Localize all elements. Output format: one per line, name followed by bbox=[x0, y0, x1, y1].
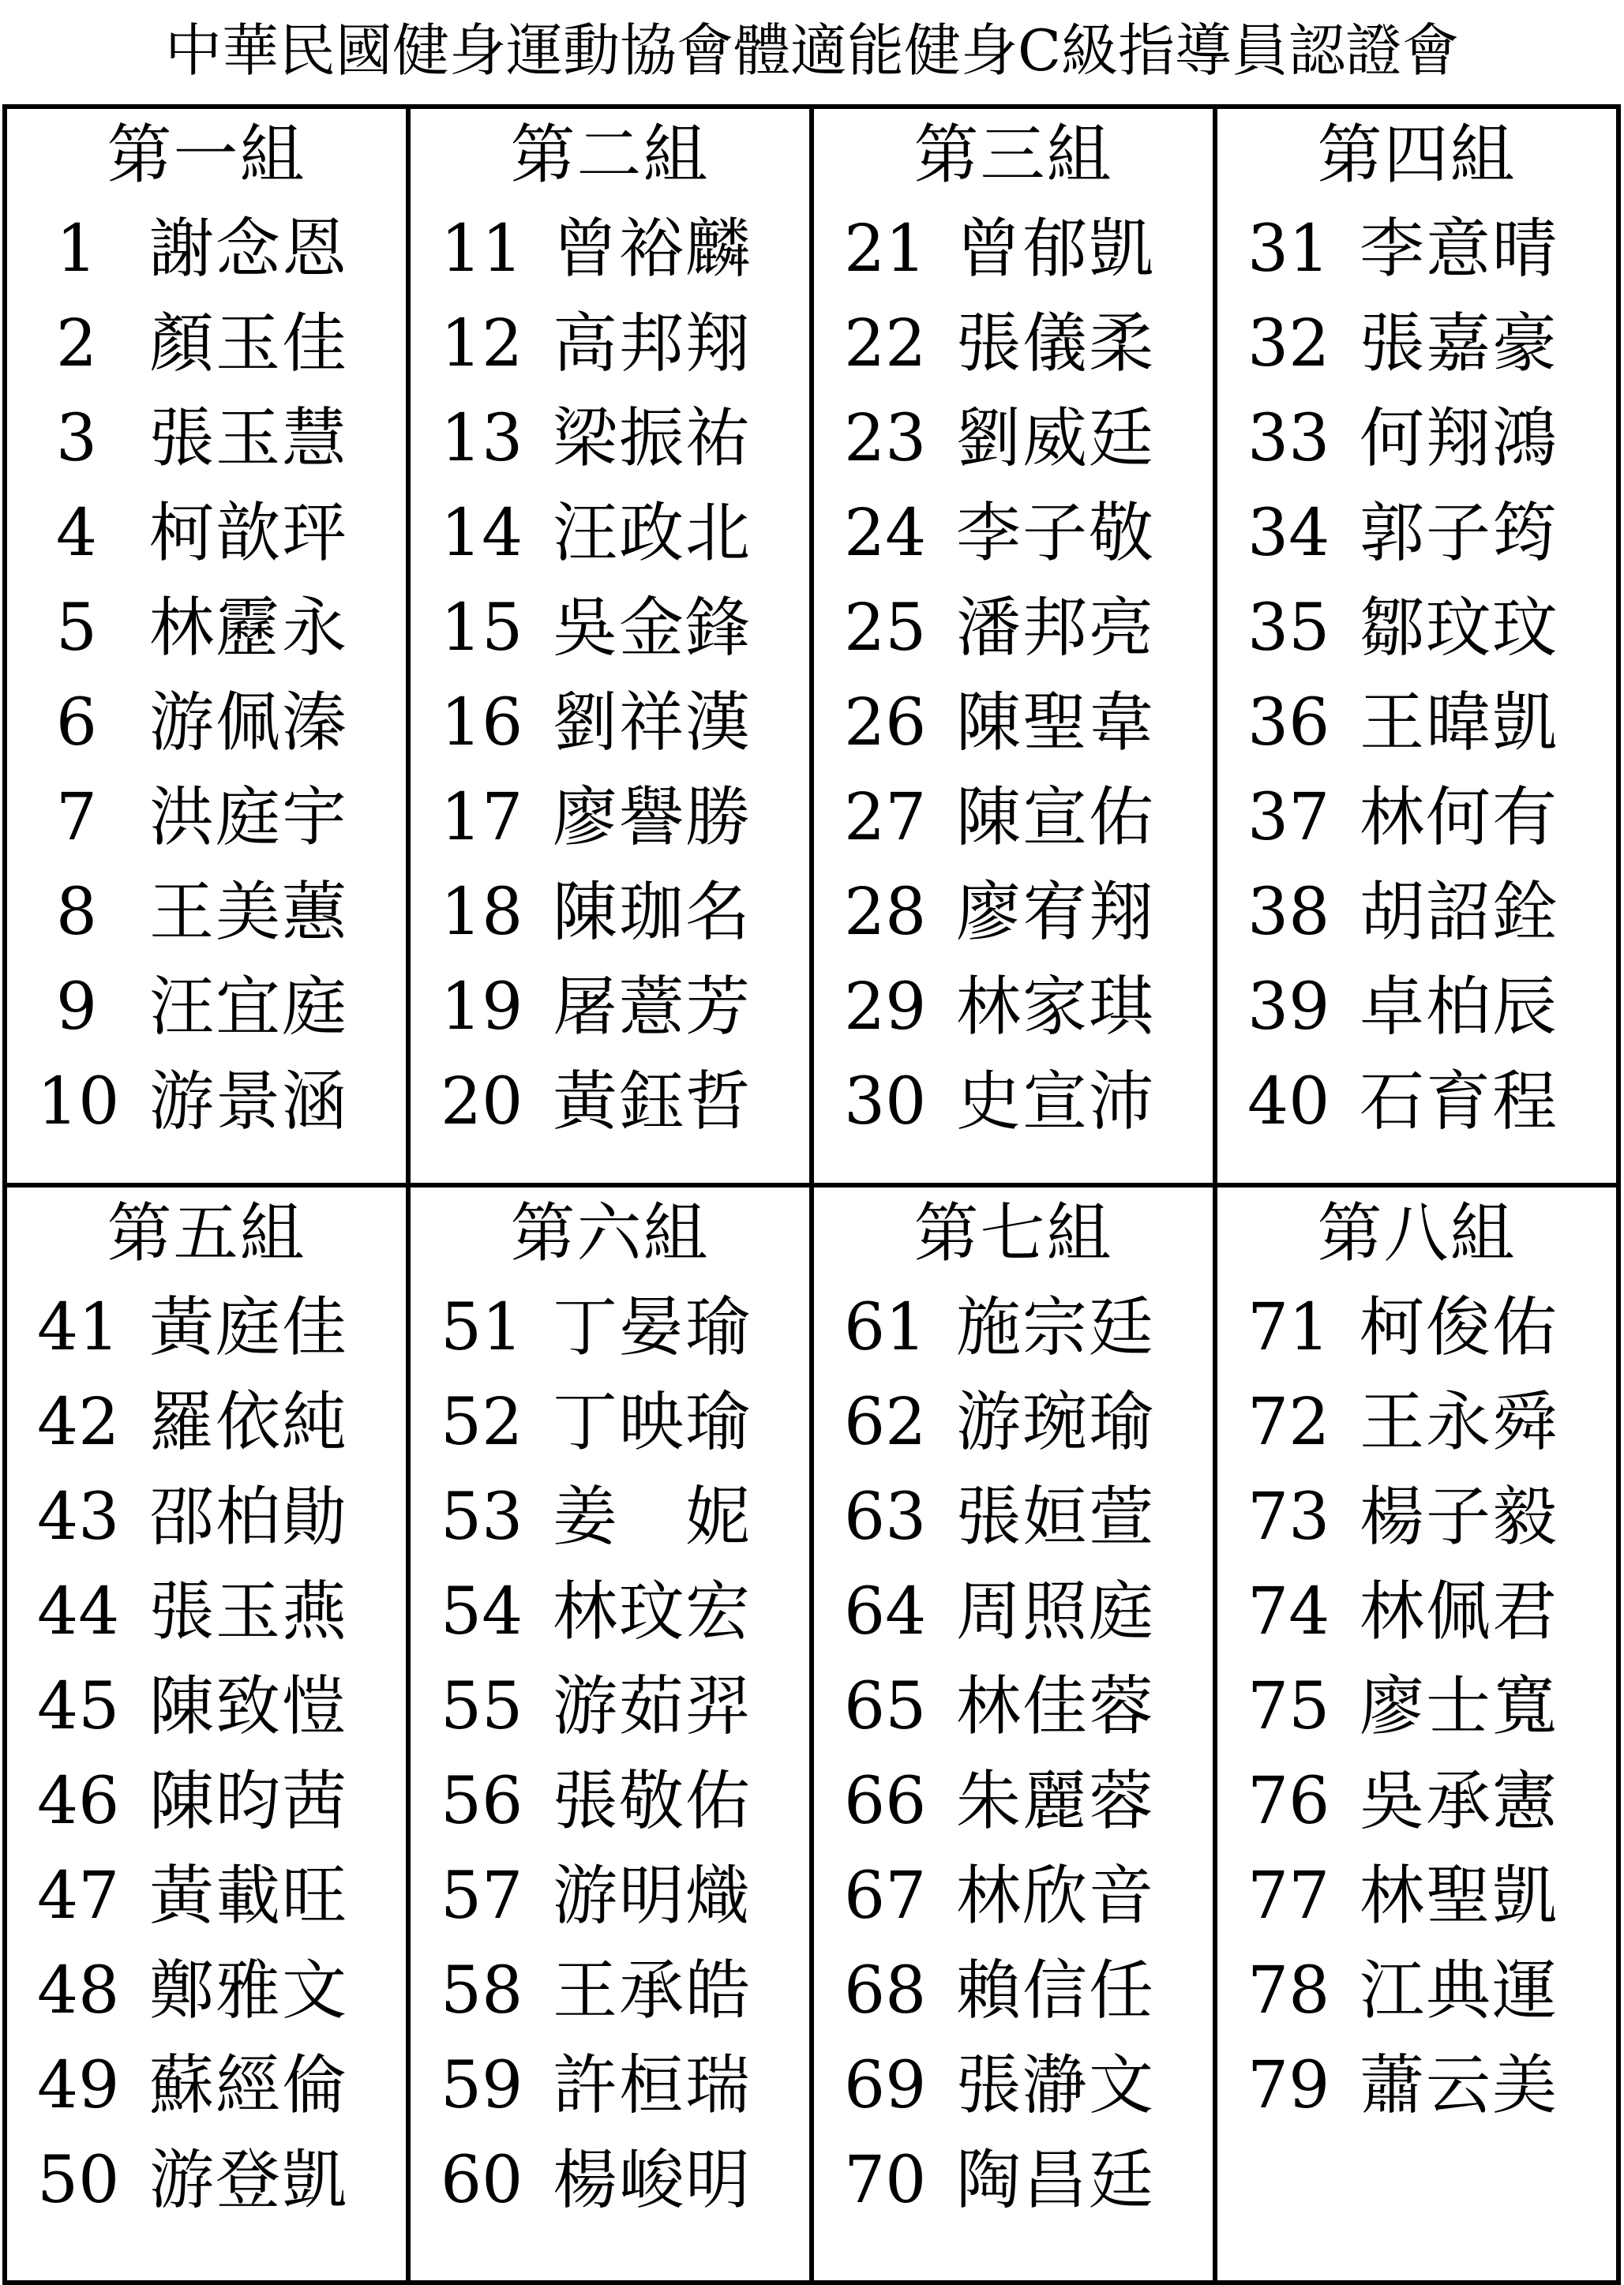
member-number: 22 bbox=[844, 306, 927, 381]
member-number: 13 bbox=[441, 401, 523, 476]
member-number: 75 bbox=[1247, 1669, 1330, 1744]
member-row bbox=[7, 1055, 406, 1150]
member-row bbox=[1217, 1055, 1616, 1150]
member-row bbox=[1217, 1375, 1616, 1470]
member-name: 羅依純 bbox=[149, 1385, 349, 1460]
member-row bbox=[1217, 1754, 1616, 1849]
member-name: 潘邦亮 bbox=[956, 591, 1156, 666]
member-name: 張姮萱 bbox=[956, 1480, 1156, 1555]
member-row bbox=[411, 1660, 809, 1754]
member-name: 游景涵 bbox=[149, 1064, 349, 1139]
member-row bbox=[1217, 297, 1616, 392]
member-name: 劉威廷 bbox=[956, 401, 1156, 476]
group-block bbox=[814, 1188, 1213, 2280]
member-number: 68 bbox=[844, 1953, 927, 2028]
member-row bbox=[7, 2039, 406, 2133]
group-header: 第三組 bbox=[913, 118, 1113, 193]
member-row bbox=[1217, 1281, 1616, 1375]
member-row bbox=[1217, 1944, 1616, 2039]
member-row bbox=[1217, 581, 1616, 676]
member-number: 67 bbox=[844, 1859, 927, 1934]
member-number: 29 bbox=[844, 970, 927, 1045]
member-name: 陳聖韋 bbox=[956, 685, 1156, 760]
member-name: 張嘉豪 bbox=[1360, 306, 1559, 381]
member-name: 施宗廷 bbox=[956, 1290, 1156, 1365]
group-header: 第六組 bbox=[510, 1196, 710, 1271]
member-row bbox=[1217, 1849, 1616, 1944]
member-name: 陳致愷 bbox=[149, 1669, 349, 1744]
member-row bbox=[1217, 676, 1616, 771]
member-number: 30 bbox=[844, 1064, 927, 1139]
member-name: 胡詔銓 bbox=[1360, 875, 1559, 950]
member-number: 6 bbox=[55, 685, 98, 760]
member-number: 11 bbox=[441, 212, 523, 287]
member-name: 楊峻明 bbox=[553, 2143, 752, 2218]
member-row bbox=[411, 1055, 809, 1150]
member-name: 汪宜庭 bbox=[149, 970, 349, 1045]
member-number: 9 bbox=[55, 970, 98, 1045]
member-number: 73 bbox=[1247, 1480, 1330, 1555]
member-row bbox=[411, 581, 809, 676]
member-row bbox=[814, 392, 1213, 486]
member-name: 黃庭佳 bbox=[149, 1290, 349, 1365]
member-row bbox=[814, 297, 1213, 392]
member-row bbox=[7, 2133, 406, 2228]
group-header: 第七組 bbox=[913, 1196, 1113, 1271]
member-name: 屠薏芳 bbox=[553, 970, 752, 1045]
member-row bbox=[7, 1849, 406, 1944]
member-row bbox=[1217, 771, 1616, 865]
member-row bbox=[814, 1660, 1213, 1754]
member-row bbox=[814, 1055, 1213, 1150]
member-number: 49 bbox=[37, 2048, 120, 2123]
member-row bbox=[411, 1281, 809, 1375]
member-row bbox=[1217, 960, 1616, 1055]
member-number: 44 bbox=[37, 1574, 120, 1649]
member-number: 18 bbox=[441, 875, 523, 950]
member-name: 張敬佑 bbox=[553, 1764, 752, 1839]
member-name: 李子敬 bbox=[956, 496, 1156, 571]
member-name: 丁映瑜 bbox=[553, 1385, 752, 1460]
member-number: 45 bbox=[37, 1669, 120, 1744]
member-row bbox=[7, 676, 406, 771]
member-row bbox=[411, 676, 809, 771]
member-number: 34 bbox=[1247, 496, 1330, 571]
member-name: 廖士寬 bbox=[1360, 1669, 1559, 1744]
member-number: 12 bbox=[441, 306, 523, 381]
member-number: 66 bbox=[844, 1764, 927, 1839]
member-number: 60 bbox=[441, 2143, 523, 2218]
group-cell bbox=[812, 1185, 1215, 2283]
group-roster-table bbox=[2, 104, 1621, 2285]
member-row bbox=[1217, 1470, 1616, 1565]
member-row bbox=[1217, 392, 1616, 486]
member-row bbox=[814, 202, 1213, 297]
member-number: 19 bbox=[441, 970, 523, 1045]
member-row bbox=[814, 1754, 1213, 1849]
member-number: 35 bbox=[1247, 591, 1330, 666]
member-number: 38 bbox=[1247, 875, 1330, 950]
group-block bbox=[411, 1188, 809, 2280]
member-name: 柯俊佑 bbox=[1360, 1290, 1559, 1365]
member-name: 陳宣佑 bbox=[956, 780, 1156, 855]
member-number: 28 bbox=[844, 875, 927, 950]
member-name: 林玟宏 bbox=[553, 1574, 752, 1649]
member-row bbox=[814, 960, 1213, 1055]
member-number: 71 bbox=[1247, 1290, 1330, 1365]
member-row bbox=[411, 771, 809, 865]
member-name: 張瀞文 bbox=[956, 2048, 1156, 2123]
member-number: 39 bbox=[1247, 970, 1330, 1045]
member-number: 31 bbox=[1247, 212, 1330, 287]
member-name: 林佩君 bbox=[1360, 1574, 1559, 1649]
member-row bbox=[7, 581, 406, 676]
member-number: 47 bbox=[37, 1859, 120, 1934]
member-row bbox=[411, 865, 809, 960]
member-number: 25 bbox=[844, 591, 927, 666]
member-name: 游茹羿 bbox=[553, 1669, 752, 1744]
member-name: 江典運 bbox=[1360, 1953, 1559, 2028]
member-row bbox=[1217, 1565, 1616, 1660]
group-header: 第四組 bbox=[1317, 118, 1517, 193]
member-name: 丁晏瑜 bbox=[553, 1290, 752, 1365]
group-cell bbox=[812, 107, 1215, 1185]
member-row bbox=[814, 676, 1213, 771]
member-row bbox=[814, 1849, 1213, 1944]
member-number: 65 bbox=[844, 1669, 927, 1744]
member-row bbox=[814, 2133, 1213, 2228]
member-number: 37 bbox=[1247, 780, 1330, 855]
group-block bbox=[1217, 109, 1616, 1183]
member-name: 蕭云美 bbox=[1360, 2048, 1559, 2123]
member-name: 郭子筠 bbox=[1360, 496, 1559, 571]
member-name: 廖譽勝 bbox=[553, 780, 752, 855]
member-number: 51 bbox=[441, 1290, 523, 1365]
member-name: 柯歆玶 bbox=[149, 496, 349, 571]
member-row bbox=[411, 2133, 809, 2228]
member-row bbox=[7, 771, 406, 865]
member-row bbox=[7, 1565, 406, 1660]
member-name: 吳承憲 bbox=[1360, 1764, 1559, 1839]
member-number: 79 bbox=[1247, 2048, 1330, 2123]
group-block bbox=[7, 1188, 406, 2280]
member-name: 廖宥翔 bbox=[956, 875, 1156, 950]
member-number: 23 bbox=[844, 401, 927, 476]
member-number: 78 bbox=[1247, 1953, 1330, 2028]
member-name: 李意晴 bbox=[1360, 212, 1559, 287]
member-row bbox=[814, 1565, 1213, 1660]
member-row bbox=[411, 2039, 809, 2133]
member-name: 曾郁凱 bbox=[956, 212, 1156, 287]
group-cell bbox=[1215, 107, 1618, 1185]
member-name: 林何有 bbox=[1360, 780, 1559, 855]
member-number: 52 bbox=[441, 1385, 523, 1460]
member-number: 17 bbox=[441, 780, 523, 855]
group-block bbox=[1217, 1188, 1616, 2280]
member-name: 張玉燕 bbox=[149, 1574, 349, 1649]
member-row bbox=[1217, 2039, 1616, 2133]
member-name: 游登凱 bbox=[149, 2143, 349, 2218]
member-number: 69 bbox=[844, 2048, 927, 2123]
member-row bbox=[411, 1849, 809, 1944]
member-number: 43 bbox=[37, 1480, 120, 1555]
member-name: 張玉慧 bbox=[149, 401, 349, 476]
member-row bbox=[7, 960, 406, 1055]
member-row bbox=[411, 202, 809, 297]
member-number: 63 bbox=[844, 1480, 927, 1555]
member-name: 石育程 bbox=[1360, 1064, 1559, 1139]
member-row bbox=[411, 486, 809, 581]
member-row bbox=[7, 1944, 406, 2039]
member-number: 54 bbox=[441, 1574, 523, 1649]
member-name: 陶昌廷 bbox=[956, 2143, 1156, 2218]
member-name: 顏玉佳 bbox=[149, 306, 349, 381]
member-number: 48 bbox=[37, 1953, 120, 2028]
member-number: 36 bbox=[1247, 685, 1330, 760]
member-name: 許桓瑞 bbox=[553, 2048, 752, 2123]
member-name: 吳金鋒 bbox=[553, 591, 752, 666]
member-name: 姜 妮 bbox=[553, 1480, 752, 1555]
member-name: 史宣沛 bbox=[956, 1064, 1156, 1139]
member-number: 76 bbox=[1247, 1764, 1330, 1839]
member-name: 賴信任 bbox=[956, 1953, 1156, 2028]
member-row bbox=[814, 581, 1213, 676]
member-number: 16 bbox=[441, 685, 523, 760]
member-number: 33 bbox=[1247, 401, 1330, 476]
member-row bbox=[7, 202, 406, 297]
member-row bbox=[7, 1470, 406, 1565]
member-number: 40 bbox=[1247, 1064, 1330, 1139]
member-number: 74 bbox=[1247, 1574, 1330, 1649]
member-number: 2 bbox=[55, 306, 98, 381]
member-number: 42 bbox=[37, 1385, 120, 1460]
group-cell bbox=[5, 1185, 408, 2283]
member-name: 陳珈名 bbox=[553, 875, 752, 950]
member-row bbox=[7, 1375, 406, 1470]
member-row bbox=[411, 960, 809, 1055]
member-number: 3 bbox=[55, 401, 98, 476]
member-row bbox=[814, 865, 1213, 960]
table-row bbox=[5, 107, 1618, 1185]
member-name: 游琬瑜 bbox=[956, 1385, 1156, 1460]
group-header: 第一組 bbox=[107, 118, 306, 193]
member-name: 王暐凱 bbox=[1360, 685, 1559, 760]
member-number: 61 bbox=[844, 1290, 927, 1365]
member-name: 汪政北 bbox=[553, 496, 752, 571]
member-row bbox=[814, 1944, 1213, 2039]
member-row bbox=[411, 1944, 809, 2039]
member-row bbox=[7, 1660, 406, 1754]
group-block bbox=[411, 109, 809, 1183]
member-number: 62 bbox=[844, 1385, 927, 1460]
member-name: 朱麗蓉 bbox=[956, 1764, 1156, 1839]
member-number: 15 bbox=[441, 591, 523, 666]
member-number: 77 bbox=[1247, 1859, 1330, 1934]
member-number: 21 bbox=[844, 212, 927, 287]
member-row bbox=[1217, 865, 1616, 960]
member-number: 59 bbox=[441, 2048, 523, 2123]
member-number: 70 bbox=[844, 2143, 927, 2218]
member-name: 王承皓 bbox=[553, 1953, 752, 2028]
member-number: 26 bbox=[844, 685, 927, 760]
member-number: 53 bbox=[441, 1480, 523, 1555]
group-cell bbox=[1215, 1185, 1618, 2283]
group-cell bbox=[408, 1185, 812, 2283]
member-number: 58 bbox=[441, 1953, 523, 2028]
member-number: 10 bbox=[37, 1064, 120, 1139]
member-row bbox=[814, 771, 1213, 865]
page-title: 中華民國健身運動協會體適能健身C級指導員認證會 bbox=[164, 17, 1460, 84]
member-row bbox=[411, 1375, 809, 1470]
member-number: 5 bbox=[55, 591, 98, 666]
member-name: 曾裕麟 bbox=[553, 212, 752, 287]
member-number: 50 bbox=[37, 2143, 120, 2218]
member-number: 46 bbox=[37, 1764, 120, 1839]
member-row bbox=[814, 486, 1213, 581]
member-name: 王永舜 bbox=[1360, 1385, 1559, 1460]
group-block bbox=[7, 109, 406, 1183]
member-name: 梁振祐 bbox=[553, 401, 752, 476]
group-cell bbox=[5, 107, 408, 1185]
member-name: 周照庭 bbox=[956, 1574, 1156, 1649]
member-row bbox=[411, 297, 809, 392]
member-number: 4 bbox=[55, 496, 98, 571]
member-name: 鄭雅文 bbox=[149, 1953, 349, 2028]
member-number: 14 bbox=[441, 496, 523, 571]
member-name: 張儀柔 bbox=[956, 306, 1156, 381]
member-row bbox=[7, 1754, 406, 1849]
member-row bbox=[411, 1754, 809, 1849]
member-row bbox=[1217, 1660, 1616, 1754]
member-name: 楊子毅 bbox=[1360, 1480, 1559, 1555]
group-block bbox=[814, 109, 1213, 1183]
member-number: 64 bbox=[844, 1574, 927, 1649]
member-name: 林家琪 bbox=[956, 970, 1156, 1045]
member-number: 55 bbox=[441, 1669, 523, 1744]
member-name: 游佩溱 bbox=[149, 685, 349, 760]
member-name: 洪庭宇 bbox=[149, 780, 349, 855]
member-name: 謝念恩 bbox=[149, 212, 349, 287]
member-name: 邵柏勛 bbox=[149, 1480, 349, 1555]
member-number: 7 bbox=[55, 780, 98, 855]
member-number: 27 bbox=[844, 780, 927, 855]
group-header: 第二組 bbox=[510, 118, 710, 193]
member-row bbox=[7, 297, 406, 392]
member-row bbox=[411, 392, 809, 486]
member-number: 57 bbox=[441, 1859, 523, 1934]
member-name: 高邦翔 bbox=[553, 306, 752, 381]
member-name: 黃鈺哲 bbox=[553, 1064, 752, 1139]
member-row bbox=[1217, 486, 1616, 581]
member-name: 林欣音 bbox=[956, 1859, 1156, 1934]
table-row bbox=[5, 1185, 1618, 2283]
member-name: 林靂永 bbox=[149, 591, 349, 666]
member-number: 72 bbox=[1247, 1385, 1330, 1460]
member-row bbox=[411, 1565, 809, 1660]
member-row bbox=[411, 1470, 809, 1565]
member-name: 陳昀茜 bbox=[149, 1764, 349, 1839]
member-number: 20 bbox=[441, 1064, 523, 1139]
group-header: 第八組 bbox=[1317, 1196, 1517, 1271]
member-row bbox=[814, 1375, 1213, 1470]
member-name: 林聖凱 bbox=[1360, 1859, 1559, 1934]
member-name: 卓柏辰 bbox=[1360, 970, 1559, 1045]
member-number: 1 bbox=[55, 212, 98, 287]
member-name: 林佳蓉 bbox=[956, 1669, 1156, 1744]
member-name: 黃載旺 bbox=[149, 1859, 349, 1934]
member-row bbox=[7, 486, 406, 581]
member-row bbox=[7, 392, 406, 486]
member-number: 24 bbox=[844, 496, 927, 571]
member-name: 王美蕙 bbox=[149, 875, 349, 950]
member-name: 鄒玟玟 bbox=[1360, 591, 1559, 666]
member-name: 何翔鴻 bbox=[1360, 401, 1559, 476]
member-row bbox=[7, 1281, 406, 1375]
member-row bbox=[1217, 202, 1616, 297]
group-cell bbox=[408, 107, 812, 1185]
member-name: 劉祥漢 bbox=[553, 685, 752, 760]
group-header: 第五組 bbox=[107, 1196, 306, 1271]
member-number: 41 bbox=[37, 1290, 120, 1365]
member-number: 56 bbox=[441, 1764, 523, 1839]
member-name: 蘇經倫 bbox=[149, 2048, 349, 2123]
member-row bbox=[7, 865, 406, 960]
member-row bbox=[814, 2039, 1213, 2133]
member-name: 游明熾 bbox=[553, 1859, 752, 1934]
member-number: 32 bbox=[1247, 306, 1330, 381]
member-number: 8 bbox=[55, 875, 98, 950]
member-row bbox=[814, 1470, 1213, 1565]
member-row bbox=[814, 1281, 1213, 1375]
